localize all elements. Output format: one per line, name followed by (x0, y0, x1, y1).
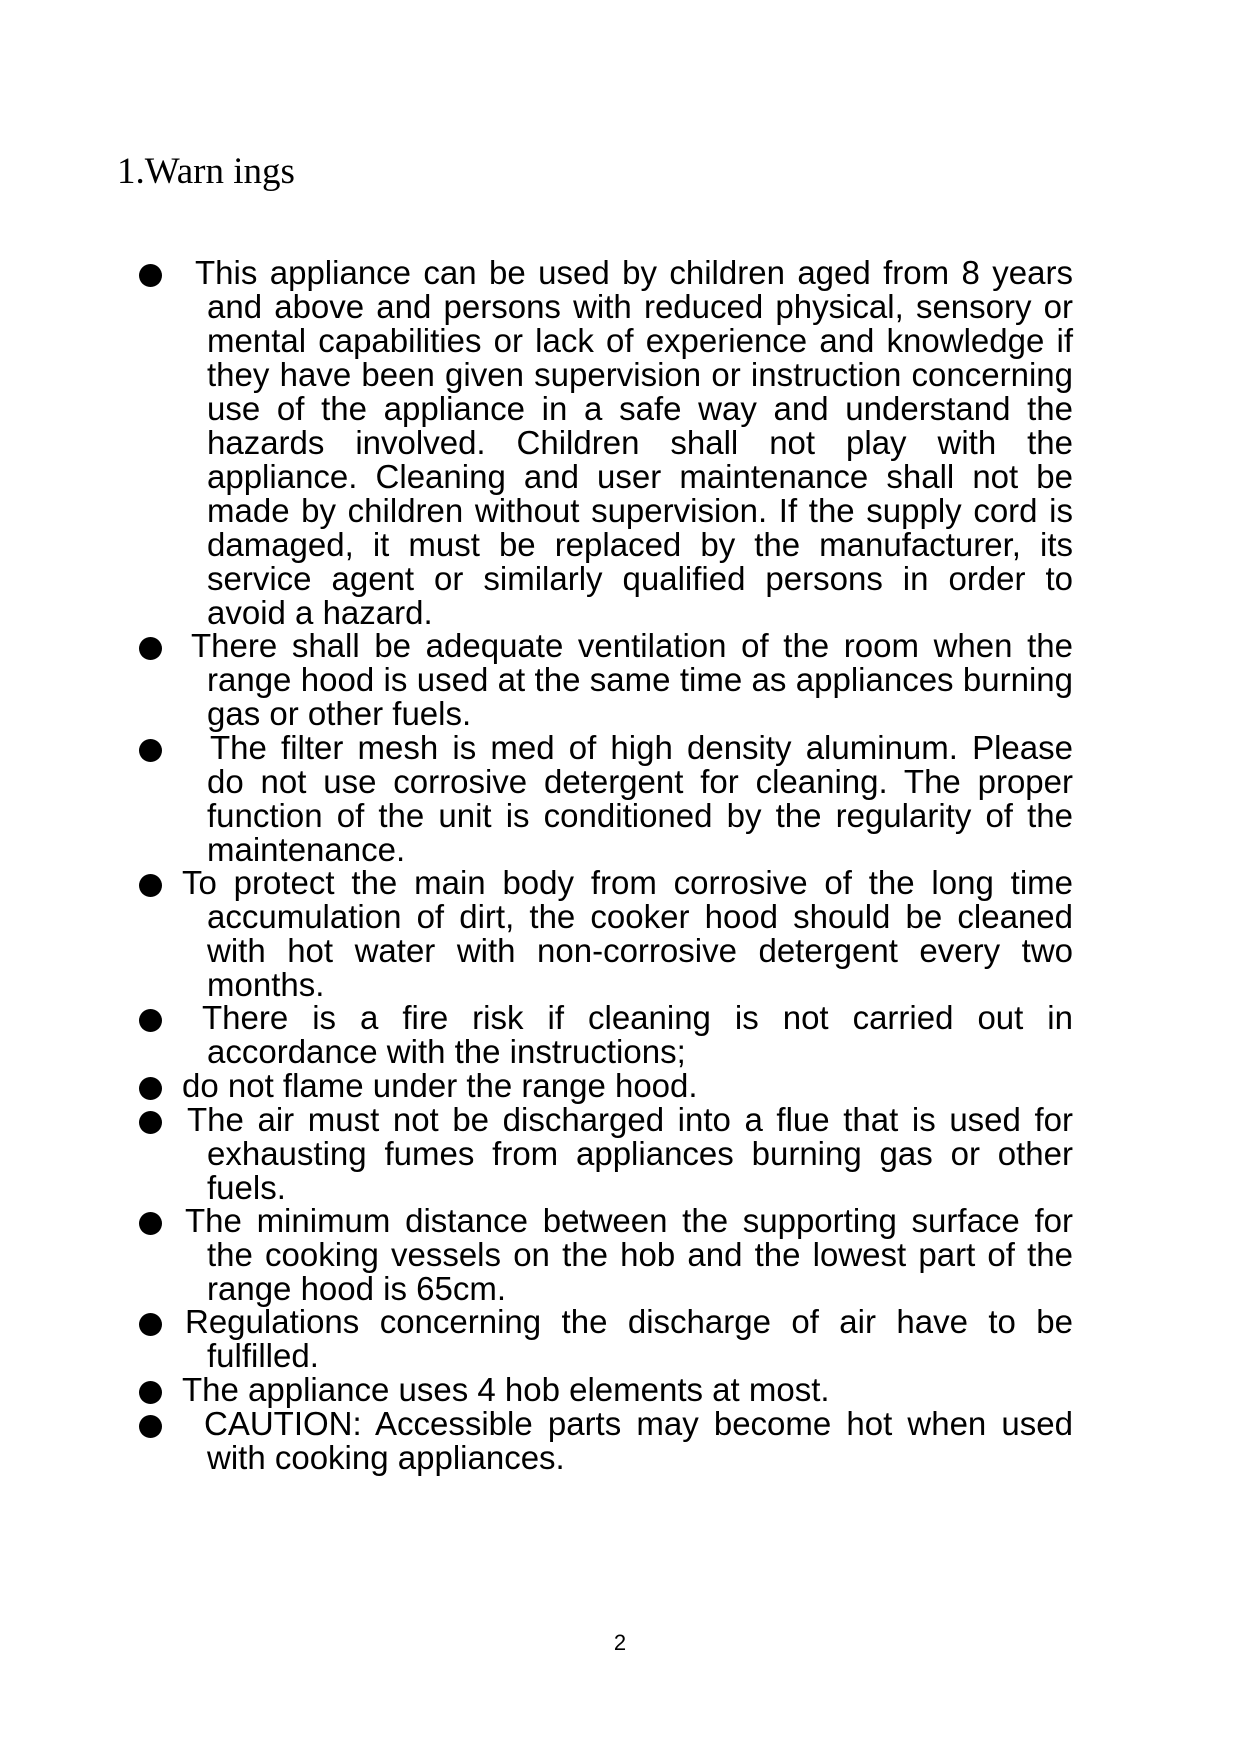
warning-text: CAUTION: Accessible parts may become hot when used with cooking appliances. (204, 1405, 1073, 1476)
warning-text: There is a fire risk if cleaning is not carried out in accordance with the instructions; (202, 999, 1073, 1070)
bullet-icon (139, 264, 162, 287)
warning-text: The minimum distance between the supporting surface for the cooking vessels on the hob and the lowest part of the range hood is 65cm. (185, 1202, 1073, 1307)
bullet-icon (139, 739, 162, 762)
bullet-icon (139, 1381, 162, 1404)
bullet-icon (139, 1313, 162, 1336)
warning-text: There shall be adequate ventilation of the room when the range hood is used at the same time as appliances burning gas or other fuels. (191, 627, 1073, 732)
bullet-icon (139, 874, 162, 897)
bullet-icon (139, 1077, 162, 1100)
warning-text: The filter mesh is med of high density aluminum. Please do not use corrosive detergent for cleaning. The proper function of the unit is conditioned by the regularity of the maintenance. (207, 729, 1073, 868)
warning-text: This appliance can be used by children aged from 8 years and above and persons with reduced physical, sensory or mental capabilities or lack of experience and knowledge if they have been given supervision or instruction concerning use of the appliance in a safe way and understand the hazards involved. Children shall not play with the appliance. Cleaning and user maintenance shall not be made by children without supervision. If the supply cord is damaged, it must be replaced by the manufacturer, its service agent or similarly qualified persons in order to avoid a hazard. (195, 254, 1073, 631)
section-heading: 1.Warn ings (117, 151, 295, 192)
bullet-icon (139, 1415, 162, 1438)
warning-text: do not flame under the range hood. (182, 1067, 698, 1104)
bullet-icon (139, 1212, 162, 1235)
warning-text: To protect the main body from corrosive of the long time accumulation of dirt, the cooker hood should be cleaned with hot water with non-corrosive detergent every two months. (182, 864, 1073, 1003)
bullet-icon (139, 637, 162, 660)
warning-text: The air must not be discharged into a flue that is used for exhausting fumes from appliances burning gas or other fuels. (187, 1101, 1073, 1206)
warning-text: Regulations concerning the discharge of air have to be fulfilled. (185, 1303, 1073, 1374)
warning-text: The appliance uses 4 hob elements at most. (182, 1371, 830, 1408)
bullet-icon (139, 1009, 162, 1032)
page-number: 2 (613, 1630, 627, 1655)
bullet-icon (139, 1111, 162, 1134)
